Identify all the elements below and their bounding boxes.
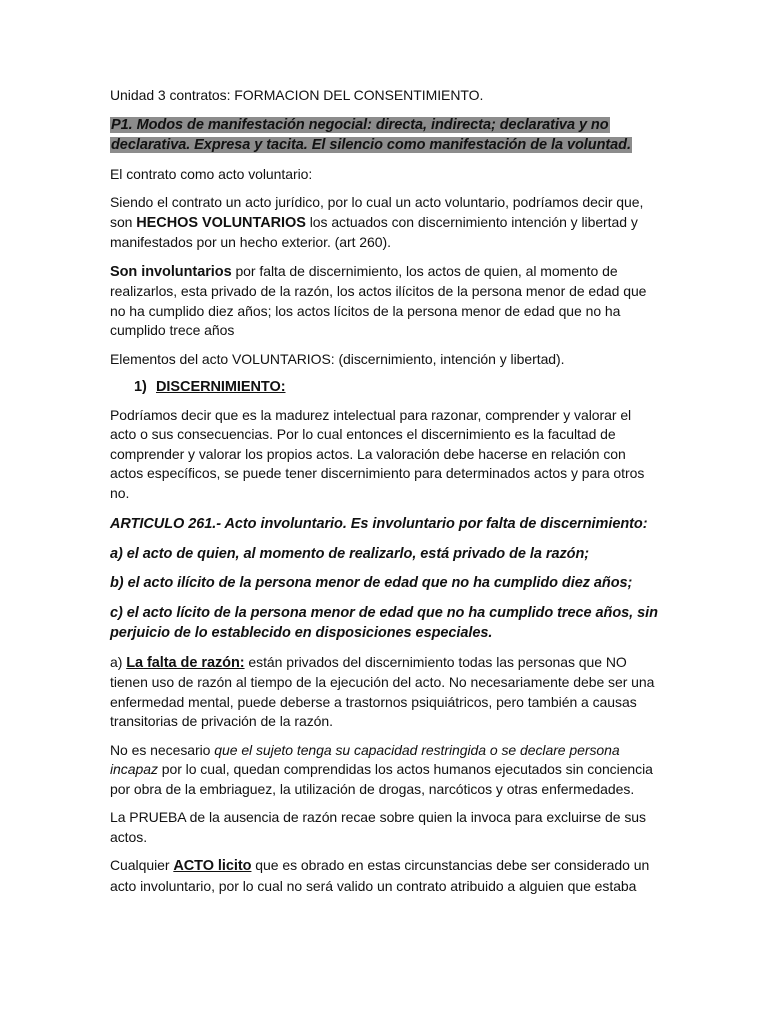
section-heading-p1: [110, 115, 658, 156]
paragraph-no-es-necesario: [110, 741, 658, 800]
text-run: por falta de discernimiento, los actos de quien, al momento de realizarlos, esta privado de la razón, los actos ilícitos de la persona menor de edad que no ha cumplido diez años; los actos lícitos de la persona menor de edad que no ha cumplido trece años: [110, 262, 647, 338]
highlighted-heading: P1. Modos de manifestación negocial: directa, indirecta; declarativa y no declarativa. Expresa y tacita. El silencio como manifestación de la voluntad.: [111, 116, 631, 153]
term-falta-de-razon: La falta de razón:: [126, 654, 245, 671]
list-number: 1): [134, 379, 147, 395]
text-run: los actuados con discernimiento intención y libertad y manifestados por un hecho exterior. (art 260).: [110, 213, 638, 250]
term-acto-licito: ACTO licito: [173, 858, 252, 874]
paragraph-falta-de-razon: [110, 653, 658, 732]
bold-term-hechos-voluntarios: HECHOS VOLUNTARIOS: [136, 214, 306, 231]
text-run: Siendo el contrato un acto jurídico, por lo cual un acto voluntario, podríamos decir que, son: [110, 194, 644, 230]
paragraph-acto-licito: [110, 856, 658, 896]
numbered-heading-discernimiento: [134, 378, 658, 398]
paragraph-hechos-voluntarios: [110, 193, 658, 253]
article-261-title: ARTICULO 261.- Acto involuntario. Es involuntario por falta de discernimiento:: [110, 516, 648, 532]
heading-discernimiento: DISCERNIMIENTO:: [156, 379, 286, 395]
text-run: Cualquier: [110, 857, 174, 873]
text-run: están privados del discernimiento todas las personas que NO tienen uso de razón al tiempo de la ejecución del acto. No necesariamente debe ser una enfermedad mental, puede deberse a trastornos psiquiátricos, pero también a causas transitorias de privación de la razón.: [110, 653, 655, 729]
article-item-a: a) el acto de quien, al momento de realizarlo, está privado de la razón;: [110, 545, 590, 562]
italic-run: que el sujeto tenga su capacidad restringida o se declare persona incapaz: [110, 741, 620, 777]
bold-term-involuntarios: Son involuntarios: [110, 263, 232, 280]
article-item-b: b) el acto ilícito de la persona menor de edad que no ha cumplido diez años;: [110, 575, 633, 591]
paragraph-prueba: La PRUEBA de la ausencia de razón recae sobre quien la invoca para excluirse de sus actos.: [110, 809, 646, 845]
paragraph-madurez: Podríamos decir que es la madurez intelectual para razonar, comprender y valorar el acto o sus consecuencias. Por lo cual entonces el discernimiento es la facultad de comprender y valorar los propios actos. La valoración debe hacerse en relación con actos específicos, se puede tener discernimiento para determinados actos y para otros no.: [110, 406, 645, 501]
subheading-contrato-voluntario: El contrato como acto voluntario:: [110, 165, 313, 182]
unit-title: Unidad 3 contratos: FORMACION DEL CONSENTIMIENTO.: [110, 87, 484, 103]
text-run: No es necesario: [110, 741, 215, 758]
paragraph-involuntarios: [110, 262, 658, 341]
article-item-c: c) el acto lícito de la persona menor de edad que no ha cumplido trece años, sin perjuicio de lo establecido en disposiciones especiales.: [110, 604, 658, 641]
paragraph-elementos: Elementos del acto VOLUNTARIOS: (discernimiento, intención y libertad).: [110, 350, 565, 367]
text-run: a): [110, 653, 127, 670]
text-run: que es obrado en estas circunstancias debe ser considerado un acto involuntario, por lo cual no será valido un contrato atribuido a alguien que estaba: [110, 857, 650, 894]
text-run: por lo cual, quedan comprendidas los actos humanos ejecutados sin conciencia por obra de la embriaguez, la utilización de drogas, narcóticos y otras enfermedades.: [110, 761, 653, 797]
